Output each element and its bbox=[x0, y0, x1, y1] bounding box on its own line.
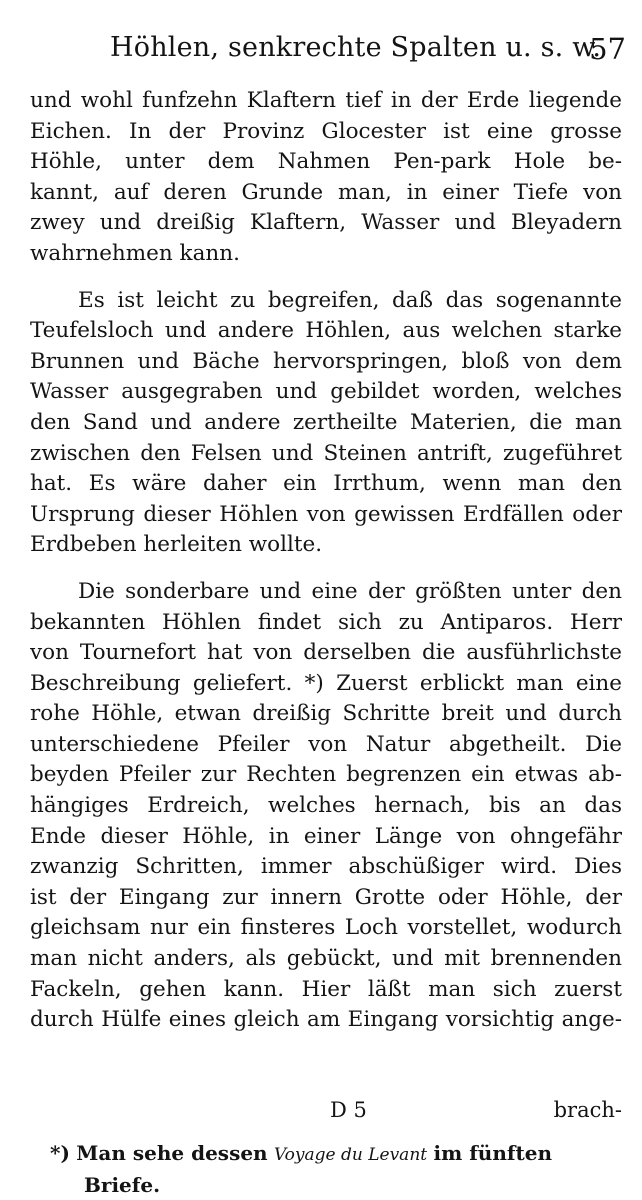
paragraph-3 bbox=[30, 577, 622, 1036]
text-line: zwischen den Felsen und Steinen antrift, zugeführet bbox=[30, 440, 622, 466]
running-head bbox=[110, 24, 630, 68]
text-line: bekannten Höhlen findet sich zu Antiparos. Herr bbox=[30, 609, 622, 635]
text-line: zwanzig Schritten, immer abschüßiger wird. Dies bbox=[30, 854, 622, 880]
paragraph-1 bbox=[30, 86, 622, 270]
text-line: man nicht anders, als gebückt, und mit brennenden bbox=[30, 946, 622, 972]
body-text bbox=[30, 86, 622, 1036]
text-line: Brunnen und Bäche hervorspringen, bloß von dem bbox=[30, 348, 622, 374]
text-line: Erdbeben herleiten wollte. bbox=[30, 532, 323, 558]
text-line: den Sand und andere zertheilte Materien, die man bbox=[30, 409, 622, 435]
text-line: durch Hülfe eines gleich am Eingang vorsichtig ange- bbox=[30, 1007, 622, 1033]
text-line: zwey und dreißig Klaftern, Wasser und Bleyadern bbox=[30, 210, 622, 236]
text-line: unterschiedene Pfeiler von Natur abgetheilt. Die bbox=[30, 731, 622, 757]
text-line: und wohl funfzehn Klaftern tief in der Erde liegende bbox=[30, 88, 622, 113]
text-line: rohe Höhle, etwan dreißig Schritte breit und durch bbox=[30, 701, 622, 727]
text-line: kannt, auf deren Grunde man, in einer Tiefe von bbox=[30, 179, 622, 205]
text-line: von Tournefort hat von derselben die ausführlichste bbox=[30, 640, 622, 666]
signature-mark: D 5 bbox=[330, 1098, 367, 1122]
running-head-title: Höhlen, senkrechte Spalten u. s. w. bbox=[110, 32, 602, 63]
text-line: Wasser ausgegraben und gebildet worden, welches bbox=[30, 379, 622, 405]
footnote bbox=[50, 1138, 622, 1200]
text-line: beyden Pfeiler zur Rechten begrenzen ein etwas ab- bbox=[30, 762, 622, 788]
text-line: hat. Es wäre daher ein Irrthum, wenn man den bbox=[30, 471, 622, 497]
footnote-text-after: im fünften bbox=[433, 1141, 552, 1165]
footnote-continuation: Briefe. bbox=[84, 1173, 161, 1197]
text-line: Eichen. In der Provinz Glocester ist eine grosse bbox=[30, 118, 622, 144]
text-line: Teufelsloch und andere Höhlen, aus welchen starke bbox=[30, 318, 622, 344]
text-line: hängiges Erdreich, welches hernach, bis an das bbox=[30, 793, 622, 819]
footnote-line bbox=[50, 1138, 622, 1170]
text-line: ist der Eingang zur innern Grotte oder Höhle, der bbox=[30, 884, 622, 910]
text-line: wahrnehmen kann. bbox=[30, 240, 240, 266]
text-line: gleichsam nur ein finsteres Loch vorstellet, wodurch bbox=[30, 915, 622, 941]
text-line: Ursprung dieser Höhlen von gewissen Erdfällen oder bbox=[30, 501, 622, 527]
catchword: brach- bbox=[553, 1098, 622, 1122]
text-line: Es ist leicht zu begreifen, daß das sogenannte bbox=[78, 287, 622, 313]
footnote-marker: *) bbox=[50, 1141, 70, 1165]
page-number: 57 bbox=[589, 32, 626, 66]
text-line: Ende dieser Höhle, in einer Länge von ohngefähr bbox=[30, 823, 622, 849]
page-footer bbox=[30, 1098, 622, 1128]
text-line: Höhle, unter dem Nahmen Pen-park Hole be- bbox=[30, 149, 622, 175]
paragraph-2 bbox=[30, 286, 622, 561]
footnote-text-before: Man sehe dessen bbox=[76, 1141, 268, 1165]
text-line: Die sonderbare und eine der größten unter den bbox=[78, 578, 622, 604]
text-line: Fackeln, gehen kann. Hier läßt man sich zuerst bbox=[30, 976, 622, 1002]
text-line: Beschreibung geliefert. *) Zuerst erblickt man eine bbox=[30, 670, 622, 696]
footnote-title: Voyage du Levant bbox=[273, 1145, 428, 1165]
